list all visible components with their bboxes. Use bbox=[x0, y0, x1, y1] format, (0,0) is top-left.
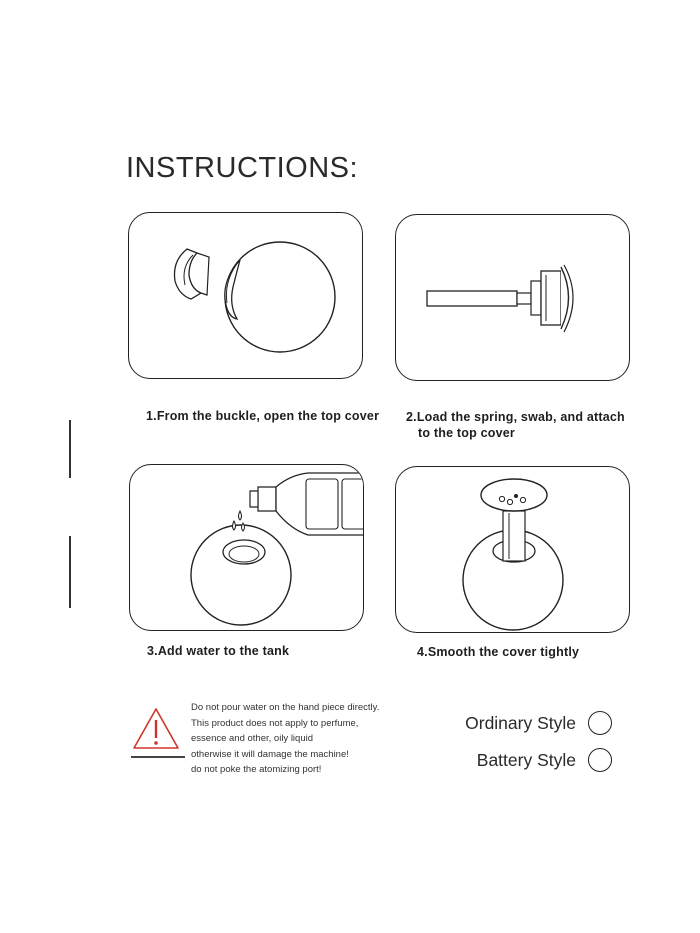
step-3-caption: 3.Add water to the tank bbox=[147, 644, 290, 658]
step-1-caption: 1.From the buckle, open the top cover bbox=[146, 409, 380, 423]
radio-circle-icon[interactable] bbox=[588, 711, 612, 735]
warning-divider bbox=[131, 756, 185, 758]
step-1-illustration bbox=[129, 213, 363, 379]
step-4-panel bbox=[395, 466, 630, 633]
swab-icon bbox=[427, 291, 517, 306]
style-option-label: Battery Style bbox=[476, 749, 576, 770]
left-margin-line bbox=[69, 420, 71, 478]
step-4-caption: 4.Smooth the cover tightly bbox=[417, 645, 580, 659]
water-bottle-icon bbox=[250, 473, 364, 535]
style-option-ordinary[interactable] bbox=[465, 711, 612, 735]
warning-triangle-icon bbox=[131, 706, 181, 752]
left-margin-line bbox=[69, 536, 71, 608]
page-title: INSTRUCTIONS: bbox=[126, 152, 359, 184]
warning-text: Do not pour water on the hand piece directly. This product does not apply to perfume, essence and other, oily liquid otherwise it will damage the machine! do not poke the atomizing port! bbox=[191, 702, 380, 775]
step-3-panel bbox=[129, 464, 364, 631]
step-2-caption: 2.Load the spring, swab, and attach to the top cover bbox=[406, 410, 625, 440]
step-4-illustration bbox=[396, 467, 630, 633]
step-1-panel bbox=[128, 212, 363, 379]
style-option-label: Ordinary Style bbox=[465, 712, 576, 733]
style-option-battery[interactable] bbox=[477, 748, 612, 772]
step-2-illustration bbox=[396, 215, 630, 381]
radio-circle-icon[interactable] bbox=[588, 748, 612, 772]
step-3-illustration bbox=[130, 465, 364, 631]
step-2-panel bbox=[395, 214, 630, 381]
